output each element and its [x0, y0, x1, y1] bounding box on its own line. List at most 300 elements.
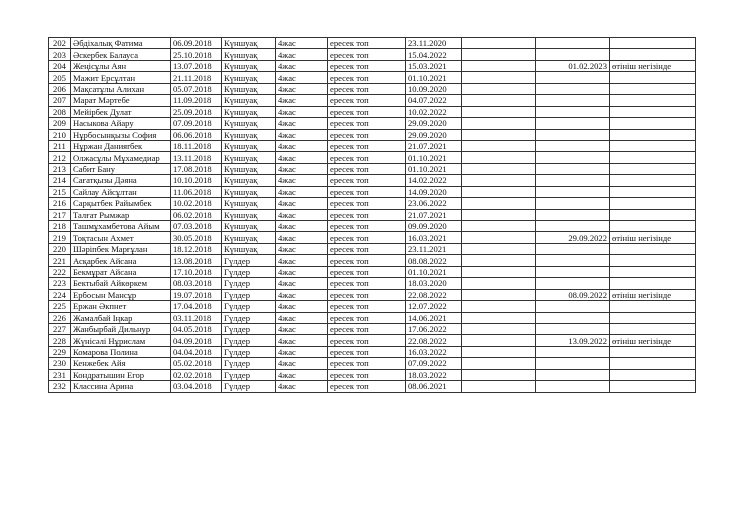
- birth-date-cell: 13.11.2018: [171, 152, 222, 163]
- empty-cell-cell: [462, 358, 536, 369]
- age-cell: 4жас: [276, 49, 328, 60]
- birth-date-cell: 07.09.2018: [171, 118, 222, 129]
- age-cell: 4жас: [276, 323, 328, 334]
- group-type-cell: ересек топ: [328, 83, 406, 94]
- group-type-cell: ересек топ: [328, 38, 406, 49]
- admission-date-cell: 16.03.2022: [406, 346, 462, 357]
- row-number-cell: 219: [49, 232, 71, 243]
- exit-reason-cell: [610, 346, 696, 357]
- age-cell: 4жас: [276, 312, 328, 323]
- age-cell: 4жас: [276, 163, 328, 174]
- row-number-cell: 214: [49, 175, 71, 186]
- admission-date-cell: 01.10.2021: [406, 266, 462, 277]
- exit-reason-cell: [610, 381, 696, 392]
- group-name-cell: Күншуақ: [222, 209, 276, 220]
- age-cell: 4жас: [276, 335, 328, 346]
- empty-cell-cell: [462, 95, 536, 106]
- exit-date-cell: [536, 95, 610, 106]
- child-name-cell: Олжасұлы Мұхамедиар: [71, 152, 171, 163]
- age-cell: 4жас: [276, 106, 328, 117]
- birth-date-cell: 05.02.2018: [171, 358, 222, 369]
- age-cell: 4жас: [276, 175, 328, 186]
- row-number-cell: 202: [49, 38, 71, 49]
- table-row: [49, 175, 696, 186]
- table-row: [49, 209, 696, 220]
- birth-date-cell: 11.06.2018: [171, 186, 222, 197]
- table-row: [49, 49, 696, 60]
- table-body: [49, 38, 696, 393]
- admission-date-cell: 01.10.2021: [406, 163, 462, 174]
- admission-date-cell: 29.09.2020: [406, 129, 462, 140]
- birth-date-cell: 17.08.2018: [171, 163, 222, 174]
- birth-date-cell: 18.11.2018: [171, 140, 222, 151]
- exit-date-cell: [536, 129, 610, 140]
- birth-date-cell: 03.04.2018: [171, 381, 222, 392]
- age-cell: 4жас: [276, 83, 328, 94]
- exit-date-cell: [536, 38, 610, 49]
- exit-reason-cell: [610, 369, 696, 380]
- exit-reason-cell: [610, 163, 696, 174]
- row-number-cell: 222: [49, 266, 71, 277]
- empty-cell-cell: [462, 129, 536, 140]
- age-cell: 4жас: [276, 72, 328, 83]
- group-type-cell: ересек топ: [328, 186, 406, 197]
- empty-cell-cell: [462, 60, 536, 71]
- group-name-cell: Гүлдер: [222, 312, 276, 323]
- empty-cell-cell: [462, 140, 536, 151]
- table-row: [49, 140, 696, 151]
- child-name-cell: Марат Мәртебе: [71, 95, 171, 106]
- admission-date-cell: 07.09.2022: [406, 358, 462, 369]
- group-type-cell: ересек топ: [328, 323, 406, 334]
- exit-date-cell: [536, 278, 610, 289]
- exit-reason-cell: [610, 83, 696, 94]
- birth-date-cell: 10.02.2018: [171, 198, 222, 209]
- age-cell: 4жас: [276, 140, 328, 151]
- group-type-cell: ересек топ: [328, 95, 406, 106]
- group-type-cell: ересек топ: [328, 243, 406, 254]
- row-number-cell: 227: [49, 323, 71, 334]
- row-number-cell: 221: [49, 255, 71, 266]
- empty-cell-cell: [462, 118, 536, 129]
- birth-date-cell: 10.10.2018: [171, 175, 222, 186]
- age-cell: 4жас: [276, 289, 328, 300]
- exit-date-cell: [536, 209, 610, 220]
- exit-date-cell: [536, 266, 610, 277]
- group-type-cell: ересек топ: [328, 118, 406, 129]
- birth-date-cell: 21.11.2018: [171, 72, 222, 83]
- birth-date-cell: 06.09.2018: [171, 38, 222, 49]
- group-name-cell: Күншуақ: [222, 152, 276, 163]
- empty-cell-cell: [462, 369, 536, 380]
- child-name-cell: Шәріпбек Марғұлан: [71, 243, 171, 254]
- exit-reason-cell: өтініш негізінде: [610, 289, 696, 300]
- exit-date-cell: 29.09.2022: [536, 232, 610, 243]
- exit-date-cell: [536, 381, 610, 392]
- table-row: [49, 232, 696, 243]
- group-type-cell: ересек топ: [328, 232, 406, 243]
- child-name-cell: Жанбырбай Дильнур: [71, 323, 171, 334]
- age-cell: 4жас: [276, 186, 328, 197]
- table-row: [49, 221, 696, 232]
- admission-date-cell: 14.06.2021: [406, 312, 462, 323]
- table-row: [49, 335, 696, 346]
- child-name-cell: Тоқтасын Ахмет: [71, 232, 171, 243]
- empty-cell-cell: [462, 232, 536, 243]
- group-name-cell: Гүлдер: [222, 369, 276, 380]
- exit-reason-cell: [610, 175, 696, 186]
- birth-date-cell: 08.03.2018: [171, 278, 222, 289]
- table-row: [49, 72, 696, 83]
- exit-date-cell: [536, 346, 610, 357]
- row-number-cell: 232: [49, 381, 71, 392]
- group-type-cell: ересек топ: [328, 358, 406, 369]
- exit-reason-cell: [610, 72, 696, 83]
- group-name-cell: Гүлдер: [222, 278, 276, 289]
- exit-reason-cell: өтініш негізінде: [610, 335, 696, 346]
- group-name-cell: Гүлдер: [222, 323, 276, 334]
- table-row: [49, 381, 696, 392]
- child-name-cell: Мейірбек Дулат: [71, 106, 171, 117]
- exit-reason-cell: [610, 209, 696, 220]
- admission-date-cell: 15.04.2022: [406, 49, 462, 60]
- child-name-cell: Ержан Әкпнет: [71, 301, 171, 312]
- age-cell: 4жас: [276, 60, 328, 71]
- admission-date-cell: 08.06.2021: [406, 381, 462, 392]
- birth-date-cell: 13.08.2018: [171, 255, 222, 266]
- row-number-cell: 216: [49, 198, 71, 209]
- group-name-cell: Күншуақ: [222, 243, 276, 254]
- group-type-cell: ересек топ: [328, 266, 406, 277]
- age-cell: 4жас: [276, 152, 328, 163]
- child-name-cell: Насыкова Айару: [71, 118, 171, 129]
- row-number-cell: 229: [49, 346, 71, 357]
- empty-cell-cell: [462, 301, 536, 312]
- group-name-cell: Гүлдер: [222, 358, 276, 369]
- birth-date-cell: 06.02.2018: [171, 209, 222, 220]
- exit-date-cell: 08.09.2022: [536, 289, 610, 300]
- child-name-cell: Сарқытбек Райымбек: [71, 198, 171, 209]
- group-type-cell: ересек топ: [328, 198, 406, 209]
- exit-reason-cell: [610, 198, 696, 209]
- child-name-cell: Мажит Ерсұлтан: [71, 72, 171, 83]
- empty-cell-cell: [462, 278, 536, 289]
- row-number-cell: 215: [49, 186, 71, 197]
- group-name-cell: Гүлдер: [222, 266, 276, 277]
- child-name-cell: Жүнісәлі Нұрислам: [71, 335, 171, 346]
- empty-cell-cell: [462, 221, 536, 232]
- exit-reason-cell: [610, 95, 696, 106]
- group-name-cell: Гүлдер: [222, 255, 276, 266]
- group-name-cell: Күншуақ: [222, 118, 276, 129]
- exit-reason-cell: [610, 266, 696, 277]
- admission-date-cell: 09.09.2020: [406, 221, 462, 232]
- admission-date-cell: 23.06.2022: [406, 198, 462, 209]
- age-cell: 4жас: [276, 118, 328, 129]
- table-row: [49, 163, 696, 174]
- group-type-cell: ересек топ: [328, 255, 406, 266]
- table-row: [49, 129, 696, 140]
- group-name-cell: Күншуақ: [222, 95, 276, 106]
- birth-date-cell: 04.04.2018: [171, 346, 222, 357]
- empty-cell-cell: [462, 312, 536, 323]
- admission-date-cell: 23.11.2020: [406, 38, 462, 49]
- group-name-cell: Күншуақ: [222, 175, 276, 186]
- table-row: [49, 243, 696, 254]
- group-name-cell: Күншуақ: [222, 221, 276, 232]
- group-type-cell: ересек топ: [328, 381, 406, 392]
- admission-date-cell: 12.07.2022: [406, 301, 462, 312]
- child-name-cell: Нұрбосынқызы София: [71, 129, 171, 140]
- admission-date-cell: 16.03.2021: [406, 232, 462, 243]
- exit-date-cell: [536, 163, 610, 174]
- admission-date-cell: 22.08.2022: [406, 289, 462, 300]
- age-cell: 4жас: [276, 232, 328, 243]
- exit-reason-cell: [610, 278, 696, 289]
- exit-reason-cell: [610, 129, 696, 140]
- birth-date-cell: 06.06.2018: [171, 129, 222, 140]
- exit-date-cell: [536, 323, 610, 334]
- table-row: [49, 266, 696, 277]
- row-number-cell: 225: [49, 301, 71, 312]
- group-type-cell: ересек топ: [328, 152, 406, 163]
- row-number-cell: 210: [49, 129, 71, 140]
- child-name-cell: Ербосын Мансұр: [71, 289, 171, 300]
- empty-cell-cell: [462, 323, 536, 334]
- child-name-cell: Сайлау Айсұлтан: [71, 186, 171, 197]
- row-number-cell: 220: [49, 243, 71, 254]
- birth-date-cell: 07.03.2018: [171, 221, 222, 232]
- exit-reason-cell: [610, 358, 696, 369]
- row-number-cell: 209: [49, 118, 71, 129]
- row-number-cell: 213: [49, 163, 71, 174]
- birth-date-cell: 04.05.2018: [171, 323, 222, 334]
- row-number-cell: 204: [49, 60, 71, 71]
- birth-date-cell: 13.07.2018: [171, 60, 222, 71]
- age-cell: 4жас: [276, 301, 328, 312]
- birth-date-cell: 17.04.2018: [171, 301, 222, 312]
- table-row: [49, 83, 696, 94]
- exit-date-cell: 01.02.2023: [536, 60, 610, 71]
- exit-date-cell: [536, 301, 610, 312]
- row-number-cell: 230: [49, 358, 71, 369]
- group-name-cell: Күншуақ: [222, 83, 276, 94]
- admission-date-cell: 04.07.2022: [406, 95, 462, 106]
- birth-date-cell: 25.09.2018: [171, 106, 222, 117]
- group-name-cell: Гүлдер: [222, 381, 276, 392]
- empty-cell-cell: [462, 209, 536, 220]
- group-type-cell: ересек топ: [328, 289, 406, 300]
- age-cell: 4жас: [276, 129, 328, 140]
- empty-cell-cell: [462, 152, 536, 163]
- group-type-cell: ересек топ: [328, 106, 406, 117]
- exit-date-cell: [536, 198, 610, 209]
- birth-date-cell: 05.07.2018: [171, 83, 222, 94]
- exit-reason-cell: [610, 312, 696, 323]
- table-row: [49, 106, 696, 117]
- birth-date-cell: 02.02.2018: [171, 369, 222, 380]
- group-type-cell: ересек топ: [328, 335, 406, 346]
- empty-cell-cell: [462, 266, 536, 277]
- exit-reason-cell: [610, 118, 696, 129]
- group-type-cell: ересек топ: [328, 163, 406, 174]
- exit-reason-cell: өтініш негізінде: [610, 232, 696, 243]
- child-name-cell: Жеңісұлы Аян: [71, 60, 171, 71]
- admission-date-cell: 14.02.2022: [406, 175, 462, 186]
- age-cell: 4жас: [276, 255, 328, 266]
- age-cell: 4жас: [276, 198, 328, 209]
- table-row: [49, 186, 696, 197]
- exit-reason-cell: [610, 140, 696, 151]
- group-name-cell: Гүлдер: [222, 289, 276, 300]
- exit-reason-cell: [610, 106, 696, 117]
- child-name-cell: Комарова Полина: [71, 346, 171, 357]
- exit-reason-cell: [610, 221, 696, 232]
- row-number-cell: 206: [49, 83, 71, 94]
- empty-cell-cell: [462, 72, 536, 83]
- age-cell: 4жас: [276, 266, 328, 277]
- table-row: [49, 118, 696, 129]
- table-row: [49, 198, 696, 209]
- age-cell: 4жас: [276, 278, 328, 289]
- group-name-cell: Күншуақ: [222, 163, 276, 174]
- child-name-cell: Мақсатұлы Алихан: [71, 83, 171, 94]
- group-name-cell: Күншуақ: [222, 186, 276, 197]
- group-name-cell: Күншуақ: [222, 38, 276, 49]
- child-name-cell: Классина Арина: [71, 381, 171, 392]
- exit-reason-cell: [610, 186, 696, 197]
- admission-date-cell: 21.07.2021: [406, 209, 462, 220]
- birth-date-cell: 30.05.2018: [171, 232, 222, 243]
- exit-date-cell: [536, 255, 610, 266]
- age-cell: 4жас: [276, 381, 328, 392]
- empty-cell-cell: [462, 289, 536, 300]
- exit-date-cell: [536, 243, 610, 254]
- exit-reason-cell: [610, 301, 696, 312]
- row-number-cell: 207: [49, 95, 71, 106]
- group-type-cell: ересек топ: [328, 221, 406, 232]
- birth-date-cell: 19.07.2018: [171, 289, 222, 300]
- group-type-cell: ересек топ: [328, 312, 406, 323]
- child-name-cell: Әбдіхалық Фатима: [71, 38, 171, 49]
- table-row: [49, 289, 696, 300]
- group-type-cell: ересек топ: [328, 278, 406, 289]
- group-type-cell: ересек топ: [328, 209, 406, 220]
- exit-reason-cell: [610, 323, 696, 334]
- age-cell: 4жас: [276, 369, 328, 380]
- empty-cell-cell: [462, 346, 536, 357]
- age-cell: 4жас: [276, 346, 328, 357]
- row-number-cell: 212: [49, 152, 71, 163]
- group-name-cell: Гүлдер: [222, 335, 276, 346]
- admission-date-cell: 14.09.2020: [406, 186, 462, 197]
- exit-date-cell: [536, 175, 610, 186]
- empty-cell-cell: [462, 175, 536, 186]
- row-number-cell: 205: [49, 72, 71, 83]
- table-row: [49, 312, 696, 323]
- child-name-cell: Асқарбек Айсана: [71, 255, 171, 266]
- admission-date-cell: 08.08.2022: [406, 255, 462, 266]
- exit-date-cell: [536, 358, 610, 369]
- group-type-cell: ересек топ: [328, 175, 406, 186]
- row-number-cell: 208: [49, 106, 71, 117]
- row-number-cell: 203: [49, 49, 71, 60]
- empty-cell-cell: [462, 243, 536, 254]
- child-name-cell: Кондратышин Егор: [71, 369, 171, 380]
- empty-cell-cell: [462, 186, 536, 197]
- birth-date-cell: 17.10.2018: [171, 266, 222, 277]
- admission-date-cell: 18.03.2022: [406, 369, 462, 380]
- birth-date-cell: 11.09.2018: [171, 95, 222, 106]
- table-row: [49, 255, 696, 266]
- row-number-cell: 218: [49, 221, 71, 232]
- child-name-cell: Жамалбай Іңкар: [71, 312, 171, 323]
- group-name-cell: Күншуақ: [222, 198, 276, 209]
- group-name-cell: Гүлдер: [222, 346, 276, 357]
- group-type-cell: ересек топ: [328, 49, 406, 60]
- row-number-cell: 224: [49, 289, 71, 300]
- admission-date-cell: 15.03.2021: [406, 60, 462, 71]
- table-row: [49, 323, 696, 334]
- child-name-cell: Әскербек Балауса: [71, 49, 171, 60]
- admission-date-cell: 10.09.2020: [406, 83, 462, 94]
- group-name-cell: Күншуақ: [222, 60, 276, 71]
- group-name-cell: Гүлдер: [222, 301, 276, 312]
- row-number-cell: 231: [49, 369, 71, 380]
- exit-date-cell: [536, 369, 610, 380]
- empty-cell-cell: [462, 163, 536, 174]
- group-type-cell: ересек топ: [328, 369, 406, 380]
- child-name-cell: Ташмұхамбетова Айым: [71, 221, 171, 232]
- exit-date-cell: [536, 152, 610, 163]
- table-row: [49, 358, 696, 369]
- group-type-cell: ересек топ: [328, 301, 406, 312]
- group-type-cell: ересек топ: [328, 140, 406, 151]
- row-number-cell: 211: [49, 140, 71, 151]
- child-name-cell: Сабит Бану: [71, 163, 171, 174]
- group-type-cell: ересек топ: [328, 129, 406, 140]
- child-name-cell: Талғат Рымжар: [71, 209, 171, 220]
- table-row: [49, 369, 696, 380]
- age-cell: 4жас: [276, 243, 328, 254]
- exit-date-cell: [536, 83, 610, 94]
- exit-date-cell: 13.09.2022: [536, 335, 610, 346]
- child-name-cell: Бектыбай Айкөркем: [71, 278, 171, 289]
- exit-reason-cell: өтініш негізінде: [610, 60, 696, 71]
- admission-date-cell: 01.10.2021: [406, 152, 462, 163]
- empty-cell-cell: [462, 335, 536, 346]
- empty-cell-cell: [462, 106, 536, 117]
- row-number-cell: 228: [49, 335, 71, 346]
- exit-date-cell: [536, 118, 610, 129]
- exit-date-cell: [536, 72, 610, 83]
- admission-date-cell: 21.07.2021: [406, 140, 462, 151]
- age-cell: 4жас: [276, 38, 328, 49]
- admission-date-cell: 22.08.2022: [406, 335, 462, 346]
- empty-cell-cell: [462, 83, 536, 94]
- empty-cell-cell: [462, 381, 536, 392]
- admission-date-cell: 18.03.2020: [406, 278, 462, 289]
- group-type-cell: ересек топ: [328, 72, 406, 83]
- exit-reason-cell: [610, 255, 696, 266]
- admission-date-cell: 01.10.2021: [406, 72, 462, 83]
- table-row: [49, 60, 696, 71]
- group-name-cell: Күншуақ: [222, 72, 276, 83]
- admission-date-cell: 29.09.2020: [406, 118, 462, 129]
- admission-date-cell: 23.11.2021: [406, 243, 462, 254]
- birth-date-cell: 03.11.2018: [171, 312, 222, 323]
- child-name-cell: Кенжебек Айя: [71, 358, 171, 369]
